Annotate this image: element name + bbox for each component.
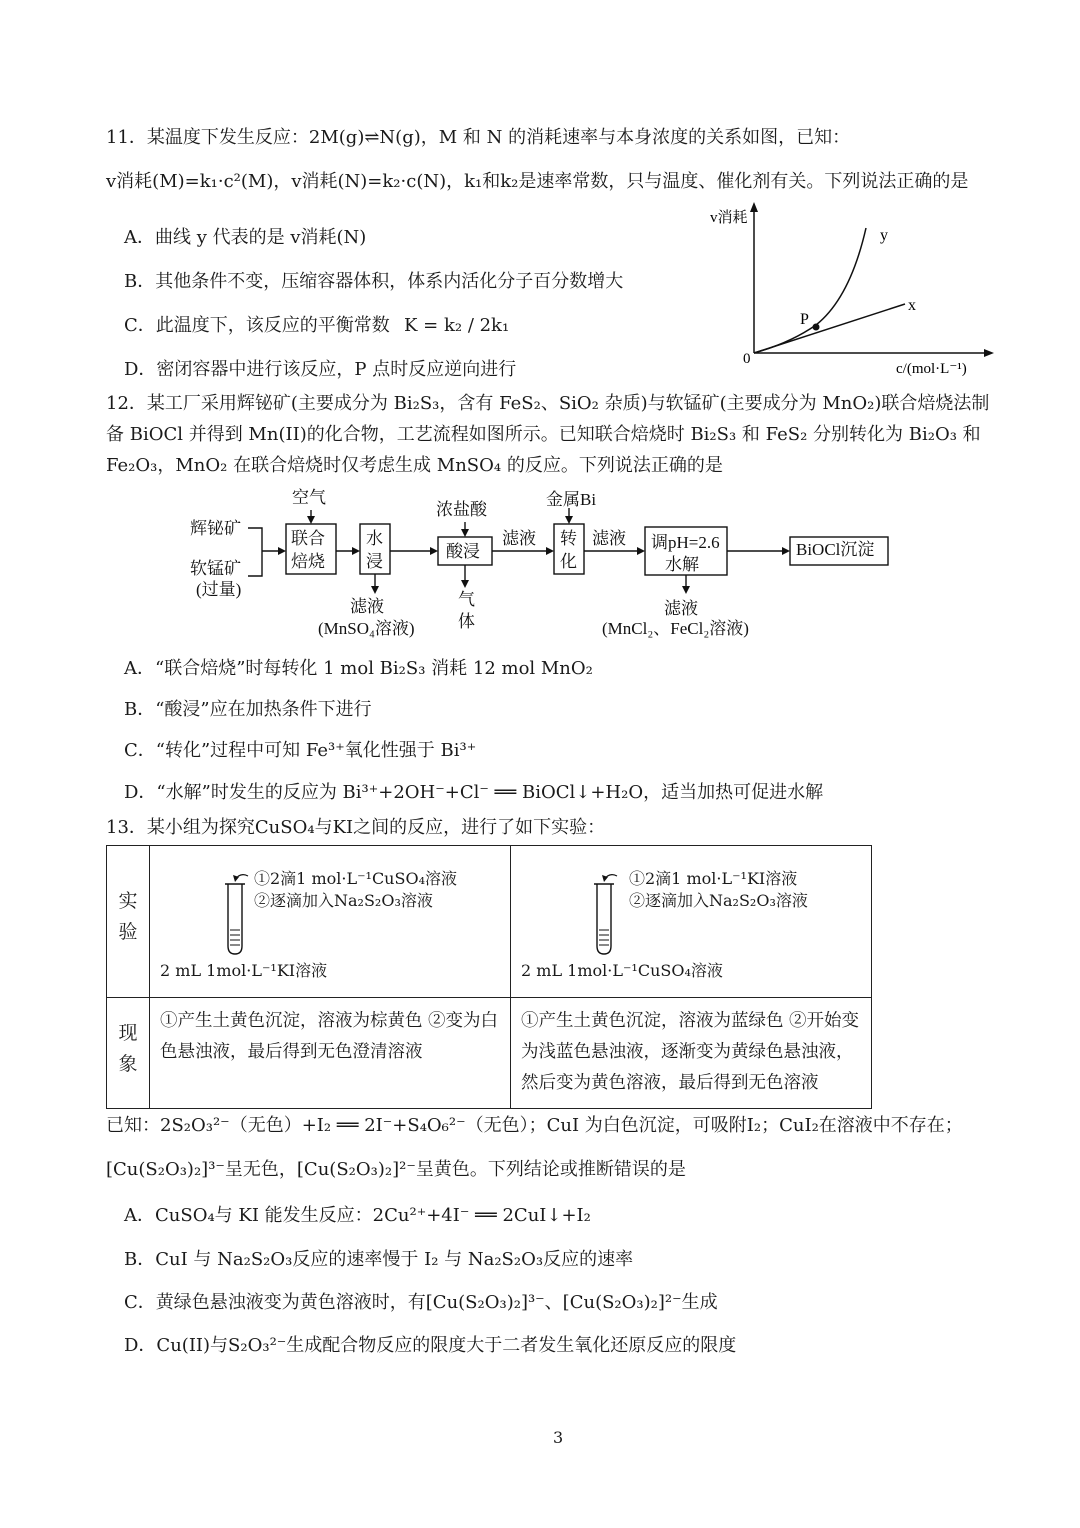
- flow-box1-line1: 联合: [291, 529, 325, 548]
- flow-input-ore2: 软锰矿: [190, 559, 241, 578]
- flow-gas-line2: 体: [458, 612, 475, 631]
- q11-option-a: A．曲线 y 代表的是 v消耗(N): [124, 227, 367, 248]
- q12-option-c: C．“转化”过程中可知 Fe³⁺氧化性强于 Bi³⁺: [124, 740, 477, 761]
- exp2-solution: 2 mL 1mol·L⁻¹CuSO₄溶液: [521, 961, 723, 980]
- row-label-observation: 现象: [107, 998, 150, 1109]
- q12-stem-line3: Fe₂O₃，MnO₂ 在联合焙烧时仅考虑生成 MnSO₄ 的反应。下列说法正确的是: [106, 455, 723, 476]
- q11-stem-line1: 11．某温度下发生反应：2M(g)⇌N(g)，M 和 N 的消耗速率与本身浓度的关系如图，已知：: [106, 127, 851, 148]
- flow-product: BiOCl沉淀: [796, 540, 875, 559]
- q13-option-a: A．CuSO₄与 KI 能发生反应：2Cu²⁺+4I⁻ ══ 2CuI↓+I₂: [124, 1205, 591, 1226]
- test-tube-2-icon: [591, 868, 621, 956]
- exp1-solution: 2 mL 1mol·L⁻¹KI溶液: [160, 961, 328, 980]
- flow-box5-line1: 调pH=2.6: [651, 533, 720, 552]
- q13-option-d: D．Cu(II)与S₂O₃²⁻生成配合物反应的限度大于二者发生氧化还原反应的限度: [124, 1335, 737, 1356]
- flow-out5-line1: 滤液: [664, 599, 698, 618]
- experiment-2-cell: [511, 846, 872, 998]
- q13-stem: 13．某小组为探究CuSO₄与KI之间的反应，进行了如下实验：: [106, 817, 606, 838]
- q12-stem-line1: 12．某工厂采用辉铋矿(主要成分为 Bi₂S₃，含有 FeS₂、SiO₂ 杂质)与软锰矿(主要成分为 MnO₂)联合焙烧法制: [106, 393, 990, 414]
- y-axis-arrow: [750, 202, 758, 212]
- flow-out5-line2: (MnCl₂、FeCl₂溶液): [602, 619, 749, 638]
- point-p: [813, 324, 820, 331]
- x-axis-arrow: [984, 349, 994, 357]
- experiment-1-cell: [150, 846, 511, 998]
- flow-box5-line2: 水解: [665, 555, 699, 574]
- q11-stem-line2: v消耗(M)=k₁·c²(M)，v消耗(N)=k₂·c(N)，k₁和k₂是速率常数，只与温度、催化剂有关。下列说法正确的是: [106, 171, 969, 192]
- q11-option-b: B．其他条件不变，压缩容器体积，体系内活化分子百分数增大: [124, 271, 624, 292]
- q13-known-line1: 已知：2S₂O₃²⁻（无色）+I₂ ══ 2I⁻+S₄O₆²⁻（无色）；CuI 为白色沉淀，可吸附I₂；CuI₂在溶液中不存在；: [106, 1115, 963, 1136]
- flow-input-ore2-note: (过量): [196, 580, 242, 599]
- curve-x-label: x: [908, 297, 916, 314]
- point-p-label: P: [800, 311, 809, 328]
- q13-option-b: B．CuI 与 Na₂S₂O₃反应的速率慢于 I₂ 与 Na₂S₂O₃反应的速率: [124, 1249, 634, 1270]
- x-axis-label: c/(mol·L⁻¹): [896, 361, 967, 377]
- y-axis-label: v消耗: [710, 210, 748, 226]
- flow-air: 空气: [292, 488, 326, 507]
- q12-option-a: A．“联合焙烧”时每转化 1 mol Bi₂S₃ 消耗 12 mol MnO₂: [124, 658, 593, 679]
- flow-gas-line1: 气: [458, 590, 475, 609]
- q12-option-d: D．“水解”时发生的反应为 Bi³⁺+2OH⁻+Cl⁻ ══ BiOCl↓+H₂O，适当加热可促进水解: [124, 782, 824, 803]
- flow-box2-line2: 浸: [366, 552, 383, 571]
- exp2-step1: ①2滴1 mol·L⁻¹KI溶液: [629, 869, 798, 888]
- flow-box4-line1: 转: [560, 529, 577, 548]
- flow-box1-line2: 焙烧: [291, 552, 325, 571]
- observation-2: ①产生土黄色沉淀，溶液为蓝绿色 ②开始变为浅蓝色悬浊液，逐渐变为黄绿色悬浊液，然后变为黄色溶液，最后得到无色溶液: [511, 998, 872, 1109]
- flow-box3: 酸浸: [446, 542, 480, 561]
- observation-1: ①产生土黄色沉淀，溶液为棕黄色 ②变为白色悬浊液，最后得到无色澄清溶液: [150, 998, 511, 1109]
- flow-input-ore1: 辉铋矿: [190, 519, 241, 538]
- q12-stem-line2: 备 BiOCl 并得到 Mn(II)的化合物，工艺流程如图所示。已知联合焙烧时 Bi₂S₃ 和 FeS₂ 分别转化为 Bi₂O₃ 和: [106, 424, 981, 445]
- exp1-step2: ②逐滴加入Na₂S₂O₃溶液: [254, 891, 433, 910]
- q11-option-d: D．密闭容器中进行该反应，P 点时反应逆向进行: [124, 359, 517, 380]
- exp2-step2: ②逐滴加入Na₂S₂O₃溶液: [629, 891, 808, 910]
- q11-option-c-formula: K = k₂ / 2k₁: [404, 315, 510, 336]
- q12-process-flow: [170, 482, 900, 650]
- q11-option-c: C．此温度下，该反应的平衡常数: [124, 315, 390, 336]
- row-label-experiment: 实验: [107, 846, 150, 998]
- exp1-step1: ①2滴1 mol·L⁻¹CuSO₄溶液: [254, 869, 457, 888]
- flow-box2-line1: 水: [366, 529, 383, 548]
- flow-filtrate2: 滤液: [592, 529, 626, 548]
- q13-experiment-table: [106, 845, 872, 1109]
- q12-option-b: B．“酸浸”应在加热条件下进行: [124, 699, 372, 720]
- test-tube-1-icon: [222, 868, 252, 956]
- q13-known-line2: [Cu(S₂O₃)₂]³⁻呈无色，[Cu(S₂O₃)₂]²⁻呈黄色。下列结论或推断错误的是: [106, 1159, 686, 1180]
- curve-y-label: y: [880, 227, 888, 244]
- flow-metal: 金属Bi: [546, 490, 597, 509]
- q13-option-c: C．黄绿色悬浊液变为黄色溶液时，有[Cu(S₂O₃)₂]³⁻、[Cu(S₂O₃)₂]²⁻生成: [124, 1292, 718, 1313]
- page-number: 3: [553, 1428, 564, 1447]
- q11-rate-graph: [700, 198, 1000, 378]
- flow-box4-line2: 化: [560, 552, 577, 571]
- flow-acid: 浓盐酸: [436, 500, 487, 519]
- flow-out2-line1: 滤液: [350, 597, 384, 616]
- flow-out2-line2: (MnSO₄溶液): [318, 619, 415, 638]
- origin-label: 0: [743, 351, 751, 367]
- flow-filtrate1: 滤液: [502, 529, 536, 548]
